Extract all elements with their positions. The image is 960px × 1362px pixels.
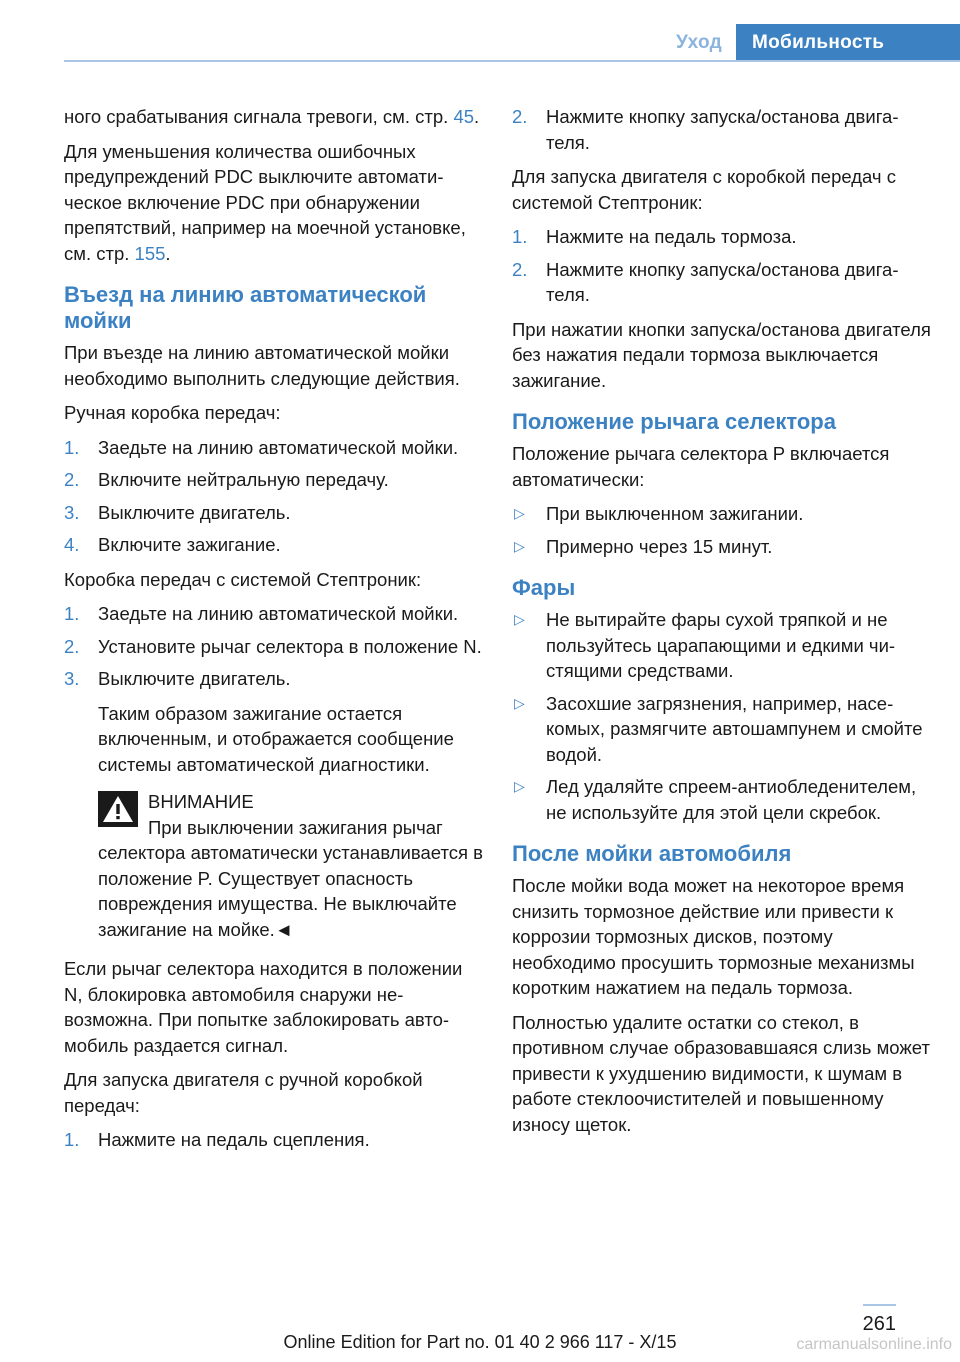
- step-number: 2.: [64, 469, 80, 490]
- right-column: [512, 104, 932, 1146]
- paragraph: После мойки вода может на некоторое время снизить тормозное действие или привести к коррозии тормозных дисков, поэтому необходимо просушить тормозные механизмы коротким нажатием на педаль тормоза.: [512, 875, 915, 998]
- step-text: Нажмите на педаль тормоза.: [546, 226, 797, 247]
- step-text: Нажмите на педаль сцепления.: [98, 1129, 370, 1150]
- step-number: 1.: [64, 1129, 80, 1150]
- step-number: 1.: [512, 226, 528, 247]
- warning-text-rest: селектора автоматически устанавливается в положение P. Существует опасность повреждения имущества. Не выключайте зажигание на мойке.◄: [98, 842, 483, 940]
- list-item: [512, 774, 932, 825]
- list-item: [64, 435, 484, 461]
- list-item: [512, 501, 932, 527]
- tab-mobility[interactable]: Мобильность: [736, 24, 960, 62]
- list-item: [64, 601, 484, 627]
- tab-care[interactable]: Уход: [675, 32, 722, 53]
- manual-steps-list: [64, 435, 484, 558]
- warning-icon: [98, 791, 138, 827]
- step-number: 2.: [512, 258, 528, 280]
- step-text: Нажмите кнопку запуска/останова двигателя.: [546, 106, 899, 153]
- list-item: [64, 1127, 484, 1153]
- manual-start-list-cont: [512, 104, 932, 155]
- step-text: Нажмите кнопку запуска/останова двигателя.: [546, 258, 899, 305]
- paragraph: ного срабатывания сигнала тревоги, см. стр. 45.: [64, 106, 480, 127]
- warning-text: [98, 815, 484, 943]
- left-column: [64, 104, 484, 1162]
- step-number: 1.: [64, 603, 80, 624]
- step-text: Включите нейтральную передачу.: [98, 469, 389, 490]
- list-item: [512, 691, 932, 768]
- list-item: [64, 500, 484, 526]
- step-text: Заедьте на линию автоматической мойки.: [98, 436, 459, 458]
- steptronic-steps-list: [64, 601, 484, 692]
- list-item: [64, 467, 484, 493]
- step-number: 3.: [64, 501, 80, 523]
- step-number: 2.: [64, 635, 80, 657]
- item-text: Примерно через 15 минут.: [546, 535, 773, 557]
- paragraph: Коробка передач с системой Стептроник:: [64, 568, 422, 590]
- triangle-bullet-icon: ▷: [514, 505, 525, 521]
- item-text: При выключенном зажигании.: [546, 503, 804, 524]
- paragraph: Для уменьшения количества ошибочных предупреждений PDC выключите автоматическое включение PDC при обнаружении препятствий, например на моечной установке, см. стр. 155.: [64, 140, 466, 264]
- step-number: 3.: [64, 668, 80, 689]
- step-note: Таким образом зажигание остается включенным, и отображается сообщение системы автоматической диагностики.: [98, 702, 454, 775]
- page-header: [64, 24, 960, 62]
- manual-start-list: [64, 1127, 484, 1153]
- triangle-bullet-icon: ▷: [514, 694, 525, 711]
- section-heading-selector: Положение рычага селектора: [512, 409, 836, 434]
- paragraph: Для запуска двигателя с коробкой передач с системой Стептроник:: [512, 166, 896, 213]
- step-text: Выключите двигатель.: [98, 668, 291, 689]
- page-link[interactable]: 155: [134, 242, 166, 264]
- list-item: [64, 634, 484, 660]
- triangle-bullet-icon: ▷: [514, 611, 525, 627]
- item-text: Не вытирайте фары сухой тряпкой и не пользуйтесь царапающими и едкими чистящими средствами.: [546, 609, 896, 681]
- edition-line: Online Edition for Part no. 01 40 2 966 117 - X/15: [283, 1332, 677, 1352]
- section-heading-car-wash: Въезд на линию автоматической мойки: [64, 282, 427, 333]
- list-item: [512, 534, 932, 560]
- warning-text-first: При выключении зажигания рычаг: [148, 816, 443, 838]
- triangle-bullet-icon: ▷: [514, 778, 525, 794]
- lights-list: [512, 607, 932, 825]
- list-item: [64, 666, 484, 692]
- warning-title: ВНИМАНИЕ: [148, 791, 254, 812]
- step-text: Установите рычаг селектора в положение N.: [98, 635, 482, 657]
- paragraph-text: Для уменьшения количества ошибочных предупреждений PDC выключите автоматическое включение PDC при обнаружении препятствий, например на моечной установке, см. стр.: [64, 140, 466, 264]
- list-item: [64, 532, 484, 558]
- item-text: Засохшие загрязнения, например, насекомых, размягчите автошампунем и смойте водой.: [546, 692, 923, 765]
- header-rule: [64, 60, 960, 62]
- step-text: Выключите двигатель.: [98, 501, 291, 523]
- paragraph: Ручная коробка передач:: [64, 402, 281, 423]
- footer-rule: [863, 1304, 896, 1306]
- paragraph: Полностью удалите остатки со стекол, в противном случае образовавшаяся слизь может привести к ухудшению видимости, к шумам в работе стеклоочистителей и повышенному износу щеток.: [512, 1011, 930, 1135]
- item-text: Лед удаляйте спреем-антиобледенителем, не используйте для этой цели скребок.: [546, 776, 917, 823]
- paragraph: При въезде на линию автоматической мойки необходимо выполнить следующие действия.: [64, 342, 460, 389]
- warning-box: [98, 789, 484, 942]
- watermark: carmanualsonline.info: [796, 1336, 952, 1353]
- section-heading-lights: Фары: [512, 575, 576, 600]
- triangle-bullet-icon: ▷: [514, 537, 525, 554]
- list-item: [512, 257, 932, 308]
- section-heading-after-wash: После мойки автомобиля: [512, 841, 792, 866]
- page-number: 261: [862, 1313, 896, 1335]
- auto-start-list: [512, 224, 932, 308]
- list-item: [512, 607, 932, 684]
- step-number: 1.: [64, 436, 80, 458]
- step-number: 2.: [512, 106, 528, 127]
- paragraph: При нажатии кнопки запуска/останова двигателя без нажатия педали тормоза выключается зажигание.: [512, 318, 931, 391]
- paragraph: Если рычаг селектора находится в положении N, блокировка автомобиля снаружи невозможна. При попытке заблокировать автомобиль раздается сигнал.: [64, 958, 463, 1056]
- list-item: [512, 224, 932, 250]
- paragraph: Для запуска двигателя с ручной коробкой передач:: [64, 1069, 423, 1116]
- list-item: [512, 104, 932, 155]
- paragraph: Положение рычага селектора P включается автоматически:: [512, 443, 890, 490]
- page-link[interactable]: 45: [453, 106, 475, 127]
- paragraph-text: ного срабатывания сигнала тревоги, см. стр.: [64, 106, 454, 127]
- step-number: 4.: [64, 534, 80, 555]
- selector-list: [512, 501, 932, 559]
- step-text: Включите зажигание.: [98, 534, 281, 555]
- step-text: Заедьте на линию автоматической мойки.: [98, 603, 459, 624]
